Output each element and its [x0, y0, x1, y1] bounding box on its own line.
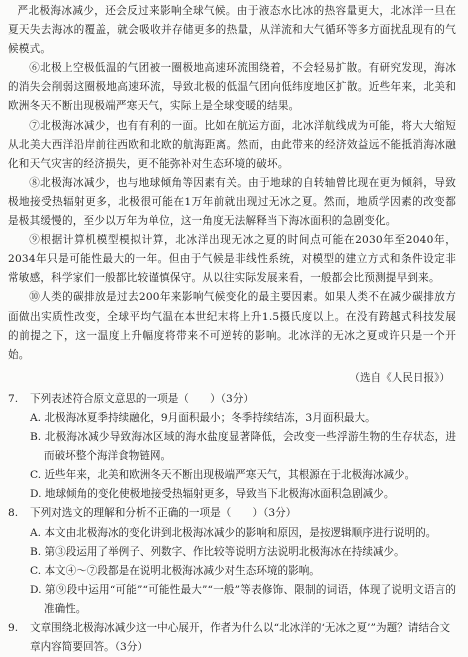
question-number: 9. [8, 622, 19, 634]
option-b: B. 第③段运用了举例子、列数字、作比较等说明方法说明北极海冰在持续减少。 [30, 545, 405, 558]
question-number: 8. [8, 507, 19, 520]
option-d: D. 第⑨段中运用“可能”“可能性最大”“一般”等表修饰、限制的词语，体现了说明文语言的准确性。 [30, 583, 456, 615]
passage [8, 2, 456, 365]
question-8 [8, 504, 456, 619]
option-c: C. 本文④～⑦段都是在说明北极海冰减少对生态环境的影响。 [30, 564, 320, 577]
question-text: 下列对选文的理解和分析不正确的一项是（ ）（3分） [30, 507, 297, 520]
option-a: A. 北极海冰夏季持续融化，9月面积最小；冬季持续结冻，3月面积最大。 [30, 411, 376, 424]
question-stem [8, 619, 456, 657]
paragraph-7: ⑦北极海冰减少，也有有利的一面。比如在航运方面，北冰洋航线成为可能，将大大缩短从北美大西洋沿岸前往西欧和北欧的航海距离。然而，由此带来的经济效益远不能抵消海冰融化和天气灾害的经济损失，更不能弥补对生态环境的破坏。 [8, 119, 456, 170]
option-d: D. 地球倾角的变化使极地接受热辐射更多，导致当下北极海冰面积急剧减少。 [30, 488, 395, 501]
question-text: 文章围绕北极海冰减少这一中心展开，作者为什么以“北冰洋的‘无冰之夏’”为题？请结合文章内容简要回答。（3分） [30, 622, 451, 654]
question-number: 7. [8, 392, 19, 405]
option-b: B. 北极海冰减少导致海冰区域的海水盐度显著降低，会改变一些浮游生物的生存状态，进而破坏整个海洋食物链网。 [30, 431, 456, 463]
paragraph-10: ⑩人类的碳排放是过去200年来影响气候变化的最主要因素。如果人类不在减少碳排放方面做出实质性改变，全球平均气温在本世纪末将上升1.5摄氏度以上。在没有跨越式科技发展的前提之下，这一温度上升幅度将带来不可逆转的影响。北冰洋的无冰之夏或许只是一个开始。 [8, 291, 456, 361]
question-stem [8, 390, 456, 409]
paragraph-5: 严北极海冰减少，还会反过来影响全球气候。由于液态水比冰的热容量更大，北冰洋一旦在夏天失去海冰的覆盖，就会吸收并存储更多的热量，从洋流和大气循环等多方面扰乱现有的气候模式。 [8, 5, 456, 56]
question-stem [8, 504, 456, 523]
question-9 [8, 619, 456, 657]
question-text: 下列表述符合原文意思的一项是（ ）（3分） [30, 392, 254, 405]
option-a: A. 本文由北极海冰的变化讲到北极海冰减少的影响和原因，是按逻辑顺序进行说明的。 [30, 526, 437, 539]
paragraph-9: ⑨根据计算机模型模拟计算，北冰洋出现无冰之夏的时间点可能在2030年至2040年，2034年只是可能性最大的一年。但由于气候是非线性系统，对模型的建立方式和条件设定非常敏感，科学家们一般都比较谨慎保守。从以往实际发展来看，一般都会比预测提早到来。 [8, 234, 456, 285]
option-c: C. 近些年来，北美和欧洲冬天不断出现极端严寒天气，其根源在于北极海冰减少。 [30, 469, 416, 482]
source-citation: （选自《人民日报》） [349, 371, 450, 384]
paragraph-8: ⑧北极海冰减少，也与地球倾角等因素有关。由于地球的自转轴曾比现在更为倾斜，导致极地接受热辐射更多，北极很可能在1万年前就出现过无冰之夏。然而，地质学因素的改变都是极其缓慢的，至少以万年为单位，这一角度无法解释当下海冰面积的急剧变化。 [8, 176, 456, 228]
question-7 [8, 390, 456, 505]
paragraph-6: ⑥北极上空极低温的气团被一圈极地高速环流围绕着，不会轻易扩散。有研究发现，海冰的消失会削弱这圈极地高速环流，导致北极的低温气团向低纬度地区扩散。近些年来，北美和欧洲冬天不断出现极端严寒天气，实际上是全球变暖的结果。 [8, 62, 456, 113]
